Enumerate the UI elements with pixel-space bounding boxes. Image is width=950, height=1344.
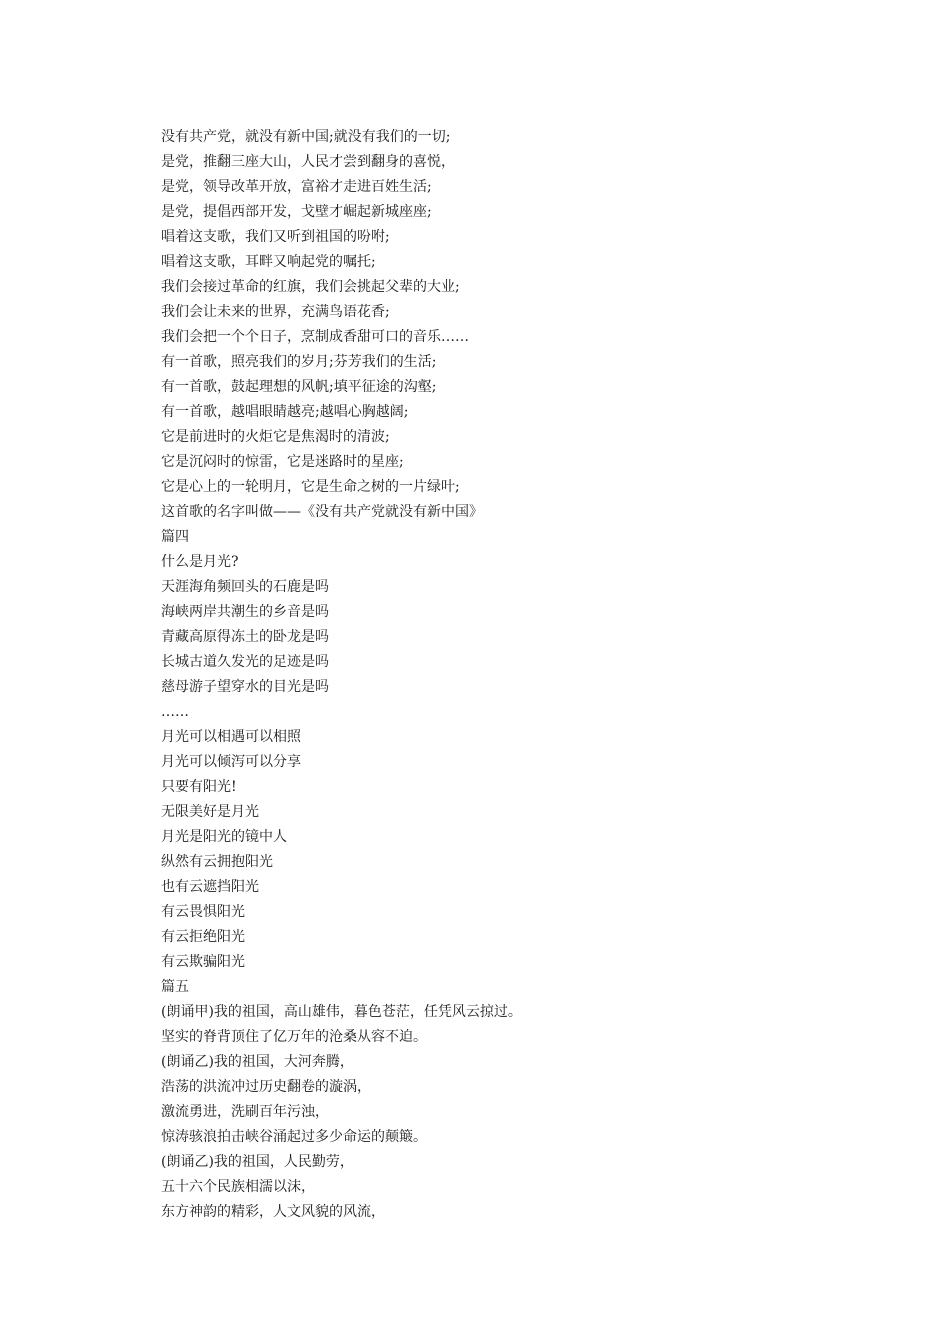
text-line: (朗诵乙)我的祖国，大河奔腾， xyxy=(161,1054,354,1070)
text-line: 月光可以倾泻可以分享 xyxy=(161,754,301,770)
text-line: 浩荡的洪流冲过历史翻卷的漩涡， xyxy=(161,1079,371,1095)
text-line: 惊涛骇浪拍击峡谷涌起过多少命运的颠簸。 xyxy=(161,1129,427,1145)
text-line: 它是前进时的火炬它是焦渴时的清波; xyxy=(161,429,390,445)
text-line: 篇五 xyxy=(161,979,189,995)
text-line: 唱着这支歌，我们又听到祖国的吩咐; xyxy=(161,229,390,245)
text-line: 也有云遮挡阳光 xyxy=(161,879,259,895)
text-line: 五十六个民族相濡以沫， xyxy=(161,1179,315,1195)
text-line: (朗诵甲)我的祖国，高山雄伟，暮色苍茫，任凭风云掠过。 xyxy=(161,1004,522,1020)
text-line: 我们会让未来的世界，充满鸟语花香; xyxy=(161,304,390,320)
text-line: 东方神韵的精彩，人文风貌的风流， xyxy=(161,1204,385,1220)
text-line: 只要有阳光! xyxy=(161,779,237,795)
text-line: 坚实的脊背顶住了亿万年的沧桑从容不迫。 xyxy=(161,1029,427,1045)
text-line: 月光可以相遇可以相照 xyxy=(161,729,301,745)
text-line: (朗诵乙)我的祖国，人民勤劳， xyxy=(161,1154,354,1170)
text-line: 慈母游子望穿水的目光是吗 xyxy=(161,679,329,695)
text-line: 是党，提倡西部开发，戈壁才崛起新城座座; xyxy=(161,204,432,220)
text-line: 有一首歌，鼓起理想的风帆;填平征途的沟壑; xyxy=(161,379,437,395)
text-line: 是党，领导改革开放，富裕才走进百姓生活; xyxy=(161,179,432,195)
text-line: 这首歌的名字叫做——《没有共产党就没有新中国》 xyxy=(161,504,483,520)
text-line: 我们会接过革命的红旗，我们会挑起父辈的大业; xyxy=(161,279,460,295)
text-line: 没有共产党，就没有新中国;就没有我们的一切; xyxy=(161,129,451,145)
text-line: 有一首歌，越唱眼睛越亮;越唱心胸越阔; xyxy=(161,404,409,420)
text-line: 青藏高原得冻土的卧龙是吗 xyxy=(161,629,329,645)
text-line: 海峡两岸共潮生的乡音是吗 xyxy=(161,604,329,620)
text-line: 篇四 xyxy=(161,529,189,545)
text-line: 无限美好是月光 xyxy=(161,804,259,820)
text-line: 纵然有云拥抱阳光 xyxy=(161,854,273,870)
text-line: 有云畏惧阳光 xyxy=(161,904,245,920)
text-line: 我们会把一个个日子，烹制成香甜可口的音乐…… xyxy=(161,329,469,345)
text-line: 激流勇进，洗刷百年污浊， xyxy=(161,1104,329,1120)
text-line: …… xyxy=(161,704,189,720)
text-line: 有云拒绝阳光 xyxy=(161,929,245,945)
text-line: 月光是阳光的镜中人 xyxy=(161,829,287,845)
text-line: 什么是月光? xyxy=(161,554,239,570)
text-line: 有一首歌，照亮我们的岁月;芬芳我们的生活; xyxy=(161,354,437,370)
text-line: 天涯海角频回头的石鹿是吗 xyxy=(161,579,329,595)
text-line: 唱着这支歌，耳畔又响起党的嘱托; xyxy=(161,254,376,270)
text-line: 有云欺骗阳光 xyxy=(161,954,245,970)
text-line: 它是沉闷时的惊雷，它是迷路时的星座; xyxy=(161,454,404,470)
poem-text-body xyxy=(161,125,861,1225)
text-line: 是党，推翻三座大山，人民才尝到翻身的喜悦， xyxy=(161,154,455,170)
text-line: 它是心上的一轮明月，它是生命之树的一片绿叶; xyxy=(161,479,460,495)
text-line: 长城古道久发光的足迹是吗 xyxy=(161,654,329,670)
